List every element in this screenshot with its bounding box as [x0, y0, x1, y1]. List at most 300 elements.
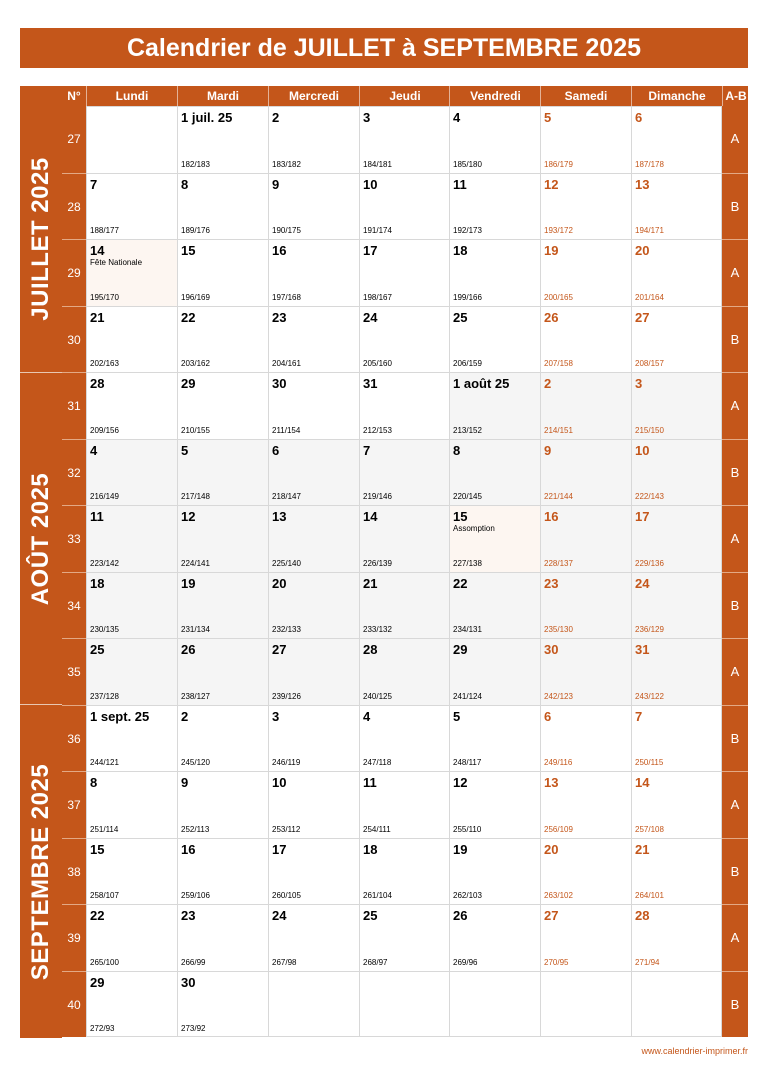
day-count: 221/144	[544, 492, 573, 501]
day-count: 233/132	[363, 625, 392, 634]
day-count: 220/145	[453, 492, 482, 501]
week-number: 33	[62, 505, 86, 572]
day-cell	[359, 705, 449, 772]
day-number: 7	[635, 708, 643, 724]
day-cell	[631, 173, 722, 240]
day-cell	[86, 838, 177, 905]
day-count: 259/106	[181, 891, 210, 900]
day-cell	[540, 106, 631, 173]
day-count: 249/116	[544, 758, 573, 767]
day-count: 253/112	[272, 824, 301, 834]
day-count: 237/128	[90, 691, 119, 701]
day-count: 214/151	[544, 425, 573, 435]
day-number: 21	[635, 841, 650, 857]
day-number: 15	[90, 841, 105, 857]
day-count: 258/107	[90, 891, 119, 900]
day-number: 3	[272, 708, 280, 724]
day-number: 15	[453, 509, 468, 524]
day-count: 223/142	[90, 558, 119, 568]
ab-marker: B	[722, 306, 748, 373]
day-count: 227/138	[453, 558, 482, 568]
day-number: 8	[90, 775, 98, 790]
ab-column	[722, 106, 748, 1037]
day-count: 247/118	[363, 758, 392, 767]
day-cell	[359, 239, 449, 306]
day-count: 209/156	[90, 425, 119, 435]
day-count: 266/99	[181, 957, 206, 967]
day-cell	[631, 239, 722, 306]
ab-marker: B	[722, 971, 748, 1038]
day-cell	[86, 372, 177, 439]
day-count: 194/171	[635, 226, 664, 235]
day-cell	[86, 705, 177, 772]
day-number: 26	[453, 908, 468, 923]
day-number: 22	[181, 309, 196, 325]
day-number: 9	[544, 442, 552, 458]
ab-marker: A	[722, 505, 748, 572]
day-number: 4	[453, 110, 461, 125]
ab-marker: B	[722, 838, 748, 905]
month-band-august	[20, 372, 62, 705]
header-day-mardi: Mardi	[177, 86, 268, 106]
day-number: 3	[363, 110, 371, 125]
month-label-july: JUILLET 2025	[27, 157, 54, 321]
ab-marker: A	[722, 904, 748, 971]
day-cell	[177, 971, 268, 1038]
day-count: 191/174	[363, 226, 392, 235]
day-cell	[359, 173, 449, 240]
day-number: 30	[544, 642, 559, 657]
day-cell	[631, 505, 722, 572]
week-number: 38	[62, 838, 86, 905]
day-cell	[359, 971, 449, 1038]
day-count: 185/180	[453, 159, 482, 169]
day-count: 212/153	[363, 425, 392, 435]
day-count: 272/93	[90, 1024, 115, 1033]
day-count: 203/162	[181, 359, 210, 368]
header-day-mercredi: Mercredi	[268, 86, 359, 106]
day-cell	[449, 838, 540, 905]
day-count: 268/97	[363, 957, 388, 967]
day-cell	[86, 439, 177, 506]
day-count: 210/155	[181, 425, 210, 435]
day-number: 30	[181, 974, 196, 990]
day-cell	[359, 372, 449, 439]
day-cell	[359, 838, 449, 905]
day-cell	[359, 771, 449, 838]
day-cell	[359, 572, 449, 639]
day-count: 188/177	[90, 226, 119, 235]
week-number: 39	[62, 904, 86, 971]
day-count: 245/120	[181, 758, 210, 767]
day-count: 264/101	[635, 891, 664, 900]
day-count: 243/122	[635, 691, 664, 701]
week-number: 27	[67, 132, 81, 146]
day-number: 11	[90, 509, 104, 524]
day-cell	[540, 173, 631, 240]
day-count: 222/143	[635, 492, 664, 501]
day-cell	[268, 505, 359, 572]
day-count: 239/126	[272, 691, 301, 701]
day-number: 27	[272, 642, 287, 657]
day-count: 189/176	[181, 226, 210, 235]
week-number: 28	[62, 173, 86, 240]
day-count: 248/117	[453, 758, 482, 767]
day-count: 229/136	[635, 558, 664, 568]
day-cell	[540, 306, 631, 373]
day-count: 197/168	[272, 292, 301, 302]
day-cell	[631, 572, 722, 639]
day-cell	[268, 638, 359, 705]
day-cell	[540, 572, 631, 639]
day-count: 254/111	[363, 824, 391, 834]
day-cell	[359, 439, 449, 506]
day-count: 267/98	[272, 957, 297, 967]
day-cell	[268, 838, 359, 905]
day-cell	[268, 572, 359, 639]
day-count: 217/148	[181, 492, 210, 501]
header-day-vendredi: Vendredi	[449, 86, 541, 106]
day-number: 29	[453, 642, 468, 657]
footer-website: www.calendrier-imprimer.fr	[641, 1046, 748, 1056]
week-number: 29	[62, 239, 86, 306]
day-number: 18	[363, 841, 378, 857]
day-cell	[631, 705, 722, 772]
day-number: 28	[635, 908, 650, 923]
day-cell	[540, 638, 631, 705]
day-cell	[177, 705, 268, 772]
day-cell	[540, 705, 631, 772]
week-number: 37	[62, 771, 86, 838]
day-count: 252/113	[181, 824, 210, 834]
day-cell	[86, 904, 177, 971]
day-cell	[177, 173, 268, 240]
day-cell	[359, 306, 449, 373]
day-number: 13	[544, 775, 559, 790]
day-cell	[540, 838, 631, 905]
day-count: 242/123	[544, 691, 573, 701]
day-number: 21	[90, 309, 105, 325]
day-number: 7	[90, 176, 98, 192]
day-count: 182/183	[181, 159, 210, 169]
day-count: 208/157	[635, 359, 664, 368]
day-number: 14	[635, 775, 650, 790]
day-cell	[359, 904, 449, 971]
day-number: 2	[181, 708, 189, 724]
day-count: 240/125	[363, 691, 392, 701]
day-number: 8	[181, 176, 189, 192]
day-count: 200/165	[544, 292, 573, 302]
day-number: 16	[181, 841, 196, 857]
day-number: 26	[181, 642, 196, 657]
day-cell	[631, 638, 722, 705]
day-cell	[86, 505, 177, 572]
day-number: 6	[272, 442, 280, 458]
grid-bottom-line	[86, 1036, 722, 1037]
week-number: 32	[62, 439, 86, 506]
day-count: 234/131	[453, 625, 482, 634]
day-cell	[268, 705, 359, 772]
day-number: 4	[90, 442, 98, 458]
day-number: 19	[544, 243, 559, 258]
day-number: 21	[363, 575, 378, 591]
day-number: 20	[544, 841, 559, 857]
day-count: 232/133	[272, 625, 301, 634]
day-number: 18	[453, 243, 468, 258]
day-number: 12	[453, 775, 468, 790]
day-number: 14	[90, 243, 105, 258]
day-count: 195/170	[90, 292, 119, 302]
day-number: 15	[181, 243, 196, 258]
month-label-august: AOÛT 2025	[27, 472, 54, 606]
day-count: 187/178	[635, 159, 664, 169]
day-number: 31	[635, 642, 650, 657]
day-number: 22	[90, 908, 105, 923]
day-cell	[449, 572, 540, 639]
day-number: 28	[363, 642, 378, 657]
day-cell	[631, 838, 722, 905]
day-cell	[268, 106, 359, 173]
month-label-september: SEPTEMBRE 2025	[27, 763, 54, 980]
day-cell	[177, 638, 268, 705]
day-number: 19	[453, 841, 468, 857]
day-number: 5	[453, 708, 461, 724]
day-count: 206/159	[453, 359, 482, 368]
day-number: 10	[363, 176, 378, 192]
day-count: 235/130	[544, 625, 573, 634]
day-number: 27	[544, 908, 559, 923]
day-number: 10	[635, 442, 650, 458]
day-count: 199/166	[453, 292, 482, 302]
day-number: 6	[544, 708, 552, 724]
day-number: 5	[544, 110, 552, 125]
day-count: 193/172	[544, 226, 573, 235]
day-cell	[631, 106, 722, 173]
day-number: 2	[544, 376, 552, 391]
day-number: 7	[363, 442, 371, 458]
day-cell	[86, 771, 177, 838]
day-count: 273/92	[181, 1024, 206, 1033]
day-count: 256/109	[544, 824, 573, 834]
day-number: 9	[181, 775, 189, 790]
day-cell	[177, 838, 268, 905]
day-cell	[86, 239, 177, 306]
day-cell	[449, 439, 540, 506]
week-number: 34	[62, 572, 86, 639]
day-cell	[268, 904, 359, 971]
header-day-lundi: Lundi	[86, 86, 177, 106]
day-cell	[268, 372, 359, 439]
column-header-row	[20, 86, 748, 106]
day-cell	[540, 771, 631, 838]
ab-marker: A	[722, 372, 748, 439]
day-number: 18	[90, 575, 105, 591]
week-number: 36	[62, 705, 86, 772]
day-count: 244/121	[90, 758, 119, 767]
day-number: 25	[363, 908, 378, 923]
day-number: 23	[272, 309, 287, 325]
day-number: 9	[272, 176, 280, 192]
day-number: 12	[181, 509, 196, 524]
day-cell	[177, 904, 268, 971]
day-number: 5	[181, 442, 189, 458]
day-number: 11	[363, 775, 377, 790]
header-weeknum: N°	[67, 89, 81, 103]
day-count: 263/102	[544, 891, 573, 900]
day-count: 250/115	[635, 758, 664, 767]
day-count: 265/100	[90, 957, 119, 967]
day-number: 20	[272, 575, 287, 591]
day-number: 25	[90, 642, 105, 657]
holiday-label: Fête Nationale	[90, 258, 143, 267]
ab-marker: B	[722, 705, 748, 772]
day-cell	[359, 106, 449, 173]
ab-marker: A	[722, 771, 748, 838]
day-number: 29	[90, 974, 105, 990]
day-count: 230/135	[90, 625, 119, 634]
ab-marker: A	[722, 239, 748, 306]
grid-right-line	[721, 106, 722, 1037]
day-cell	[86, 173, 177, 240]
day-number: 23	[544, 575, 559, 591]
day-count: 228/137	[544, 558, 573, 568]
day-number: 3	[635, 376, 643, 391]
day-count: 225/140	[272, 558, 301, 568]
day-cell	[268, 771, 359, 838]
day-number: 2	[272, 110, 280, 125]
day-count: 224/141	[181, 558, 210, 568]
day-number: 4	[363, 708, 371, 724]
day-cell	[540, 239, 631, 306]
day-number: 27	[635, 309, 650, 325]
day-cell	[449, 971, 540, 1038]
day-number: 26	[544, 309, 559, 325]
ab-marker: A	[730, 131, 740, 146]
day-count: 201/164	[635, 292, 664, 302]
day-cell	[449, 173, 540, 240]
day-cell	[268, 173, 359, 240]
day-number: 17	[363, 243, 378, 258]
day-count: 271/94	[635, 957, 660, 967]
day-cell	[86, 572, 177, 639]
day-cell	[540, 505, 631, 572]
day-cell	[177, 771, 268, 838]
day-cell	[268, 439, 359, 506]
day-cell	[177, 106, 268, 173]
day-cell	[631, 904, 722, 971]
day-count: 211/154	[272, 425, 301, 435]
day-count: 215/150	[635, 425, 664, 435]
day-cell	[449, 372, 540, 439]
day-cell	[540, 904, 631, 971]
day-number: 23	[181, 908, 196, 923]
day-number: 11	[453, 176, 467, 192]
day-number: 22	[453, 575, 468, 591]
week-number: 30	[62, 306, 86, 373]
day-cell	[268, 971, 359, 1038]
header-day-dimanche: Dimanche	[631, 86, 722, 106]
day-number: 20	[635, 243, 650, 258]
day-count: 241/124	[453, 691, 482, 701]
month-band-july	[20, 106, 62, 372]
day-cell	[631, 971, 722, 1038]
day-number: 16	[272, 243, 287, 258]
day-number: 8	[453, 442, 461, 458]
day-count: 186/179	[544, 159, 573, 169]
week-number: 31	[62, 372, 86, 439]
day-count: 198/167	[363, 292, 392, 302]
day-cell	[631, 372, 722, 439]
day-cell	[86, 106, 177, 173]
day-cell	[449, 505, 540, 572]
day-count: 219/146	[363, 492, 392, 501]
page-title: Calendrier de JUILLET à SEPTEMBRE 2025	[20, 28, 748, 68]
day-number: 24	[363, 309, 378, 325]
day-count: 270/95	[544, 957, 569, 967]
day-count: 184/181	[363, 159, 392, 169]
day-number: 10	[272, 775, 287, 790]
day-count: 269/96	[453, 957, 478, 967]
day-count: 207/158	[544, 359, 573, 368]
day-cell	[359, 505, 449, 572]
day-count: 257/108	[635, 824, 664, 834]
week-number-column	[62, 106, 86, 1037]
day-number: 25	[453, 309, 468, 325]
day-cell	[177, 239, 268, 306]
day-number: 28	[90, 376, 105, 391]
day-cell	[449, 306, 540, 373]
day-count: 205/160	[363, 359, 392, 368]
day-cell	[177, 306, 268, 373]
day-cell	[177, 372, 268, 439]
day-count: 251/114	[90, 824, 119, 834]
day-number: 31	[363, 376, 378, 391]
day-count: 255/110	[453, 824, 482, 834]
header-day-samedi: Samedi	[540, 86, 631, 106]
day-number: 14	[363, 509, 378, 524]
day-number: 24	[272, 908, 287, 923]
day-cell	[540, 439, 631, 506]
day-cell	[449, 638, 540, 705]
day-cell	[449, 904, 540, 971]
header-ab: A-B	[722, 86, 749, 106]
day-cell	[449, 771, 540, 838]
day-cell	[268, 306, 359, 373]
day-cell	[359, 638, 449, 705]
day-cell	[86, 306, 177, 373]
day-cell	[449, 239, 540, 306]
day-cell	[449, 705, 540, 772]
day-number: 17	[635, 509, 650, 524]
day-cell	[449, 106, 540, 173]
day-cell	[631, 771, 722, 838]
day-cell	[268, 239, 359, 306]
day-number: 17	[272, 841, 287, 857]
day-number: 13	[635, 176, 650, 192]
day-count: 236/129	[635, 625, 664, 634]
holiday-label: Assomption	[453, 524, 495, 533]
day-cell	[177, 572, 268, 639]
day-number: 16	[544, 509, 559, 524]
day-count: 226/139	[363, 558, 392, 568]
day-cell	[86, 638, 177, 705]
day-number: 6	[635, 110, 643, 125]
day-cell	[177, 505, 268, 572]
day-count: 202/163	[90, 359, 119, 368]
day-number: 29	[181, 376, 196, 391]
week-number: 35	[62, 638, 86, 705]
month-band-september	[20, 704, 62, 1038]
